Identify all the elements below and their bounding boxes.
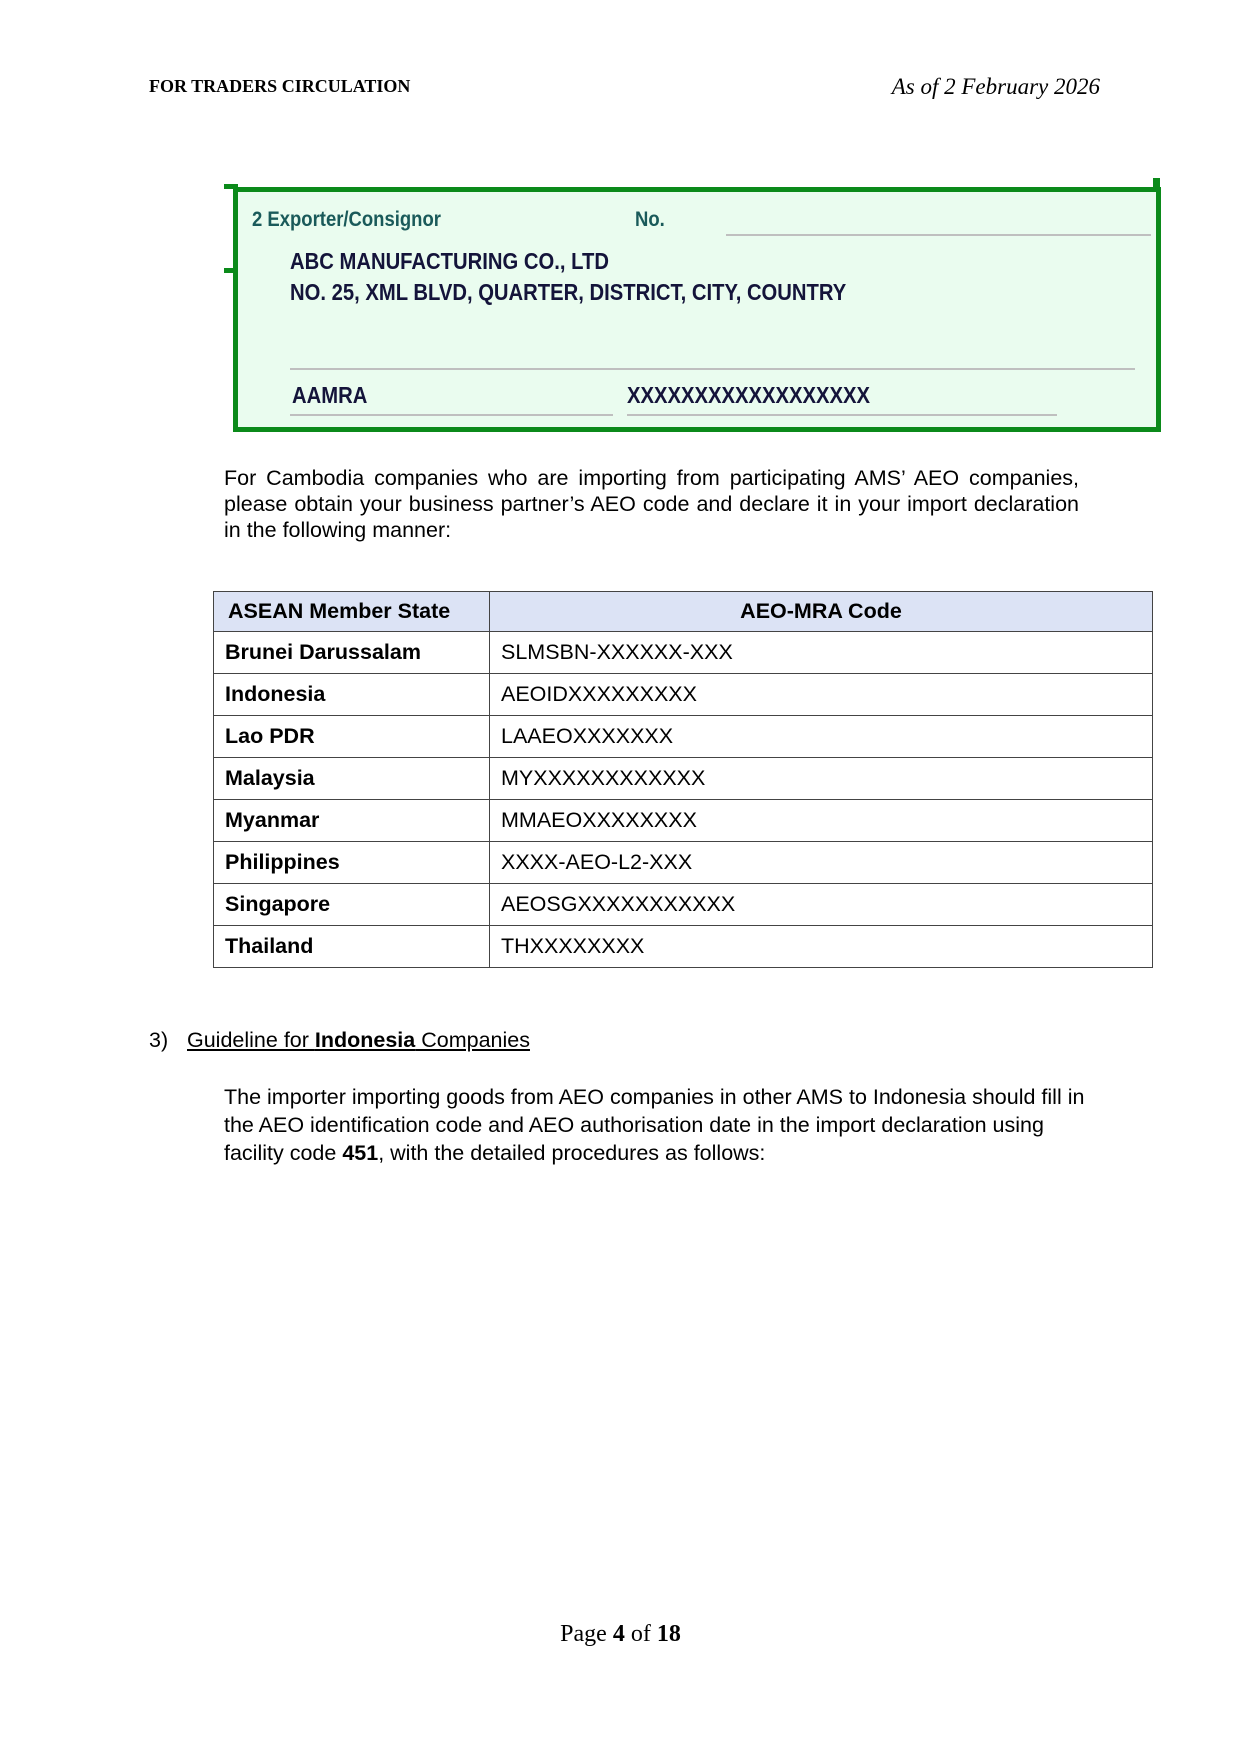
member-state: Singapore — [214, 884, 490, 926]
table-row — [214, 632, 1153, 674]
separator-line — [290, 368, 1135, 370]
section-heading — [149, 1028, 530, 1053]
section-title-post: Companies — [415, 1028, 530, 1052]
circulation-label: FOR TRADERS CIRCULATION — [149, 76, 411, 96]
exporter-field-label: 2 Exporter/Consignor — [252, 208, 441, 231]
member-state: Thailand — [214, 926, 490, 968]
section-number: 3) — [149, 1028, 169, 1052]
member-state: Lao PDR — [214, 716, 490, 758]
table-row — [214, 800, 1153, 842]
member-state: Indonesia — [214, 674, 490, 716]
table-row — [214, 884, 1153, 926]
aeo-code: THXXXXXXXX — [490, 926, 1153, 968]
scheme-underline — [290, 414, 613, 416]
aeo-code: SLMSBN-XXXXXX-XXX — [490, 632, 1153, 674]
member-state: Myanmar — [214, 800, 490, 842]
aeo-code: LAAEOXXXXXXX — [490, 716, 1153, 758]
no-field-label: No. — [635, 208, 665, 231]
header-aeo-code: AEO-MRA Code — [490, 592, 1153, 632]
page-footer — [0, 1621, 1241, 1648]
member-state: Malaysia — [214, 758, 490, 800]
date-label: As of 2 February 2026 — [891, 74, 1100, 99]
aeo-code: MYXXXXXXXXXXXX — [490, 758, 1153, 800]
table-row — [214, 716, 1153, 758]
page-word: Page — [560, 1621, 613, 1647]
header-member-state: ASEAN Member State — [214, 592, 490, 632]
exporter-form-example — [233, 187, 1161, 432]
section-body — [224, 1083, 1094, 1167]
aeo-code: AEOSGXXXXXXXXXXX — [490, 884, 1153, 926]
code-underline — [627, 414, 1057, 416]
aeo-code: MMAEOXXXXXXXX — [490, 800, 1153, 842]
aeo-code: XXXXXXXXXXXXXXXXXX — [627, 382, 871, 408]
member-state: Brunei Darussalam — [214, 632, 490, 674]
company-name: ABC MANUFACTURING CO., LTD — [290, 248, 609, 274]
member-state: Philippines — [214, 842, 490, 884]
aeo-code: XXXX-AEO-L2-XXX — [490, 842, 1153, 884]
section-title-pre: Guideline for — [187, 1028, 315, 1052]
table-row — [214, 758, 1153, 800]
aeo-scheme: AAMRA — [292, 382, 368, 408]
intro-paragraph: For Cambodia companies who are importing from participating AMS’ AEO companies, please obtain your business partner’s AEO code and declare it in your import declaration in the following manner: — [224, 466, 1079, 542]
table-row — [214, 842, 1153, 884]
facility-code: 451 — [342, 1141, 379, 1165]
of-word: of — [624, 1621, 657, 1647]
company-address: NO. 25, XML BLVD, QUARTER, DISTRICT, CITY, COUNTRY — [290, 279, 847, 305]
table-row — [214, 926, 1153, 968]
section-body-pre: The importer importing goods from AEO companies in other AMS to Indonesia should fill in the AEO identification code and AEO authorisation date in the import declaration using facility code — [224, 1085, 1085, 1165]
aeo-code: AEOIDXXXXXXXXX — [490, 674, 1153, 716]
section-body-post: , with the detailed procedures as follows: — [378, 1141, 766, 1165]
no-field-line — [726, 234, 1151, 236]
current-page: 4 — [612, 1621, 625, 1647]
aeo-mra-code-table — [213, 591, 1153, 968]
section-title — [187, 1028, 530, 1052]
total-pages: 18 — [656, 1621, 681, 1647]
section-title-country: Indonesia — [314, 1028, 416, 1052]
table-row — [214, 674, 1153, 716]
